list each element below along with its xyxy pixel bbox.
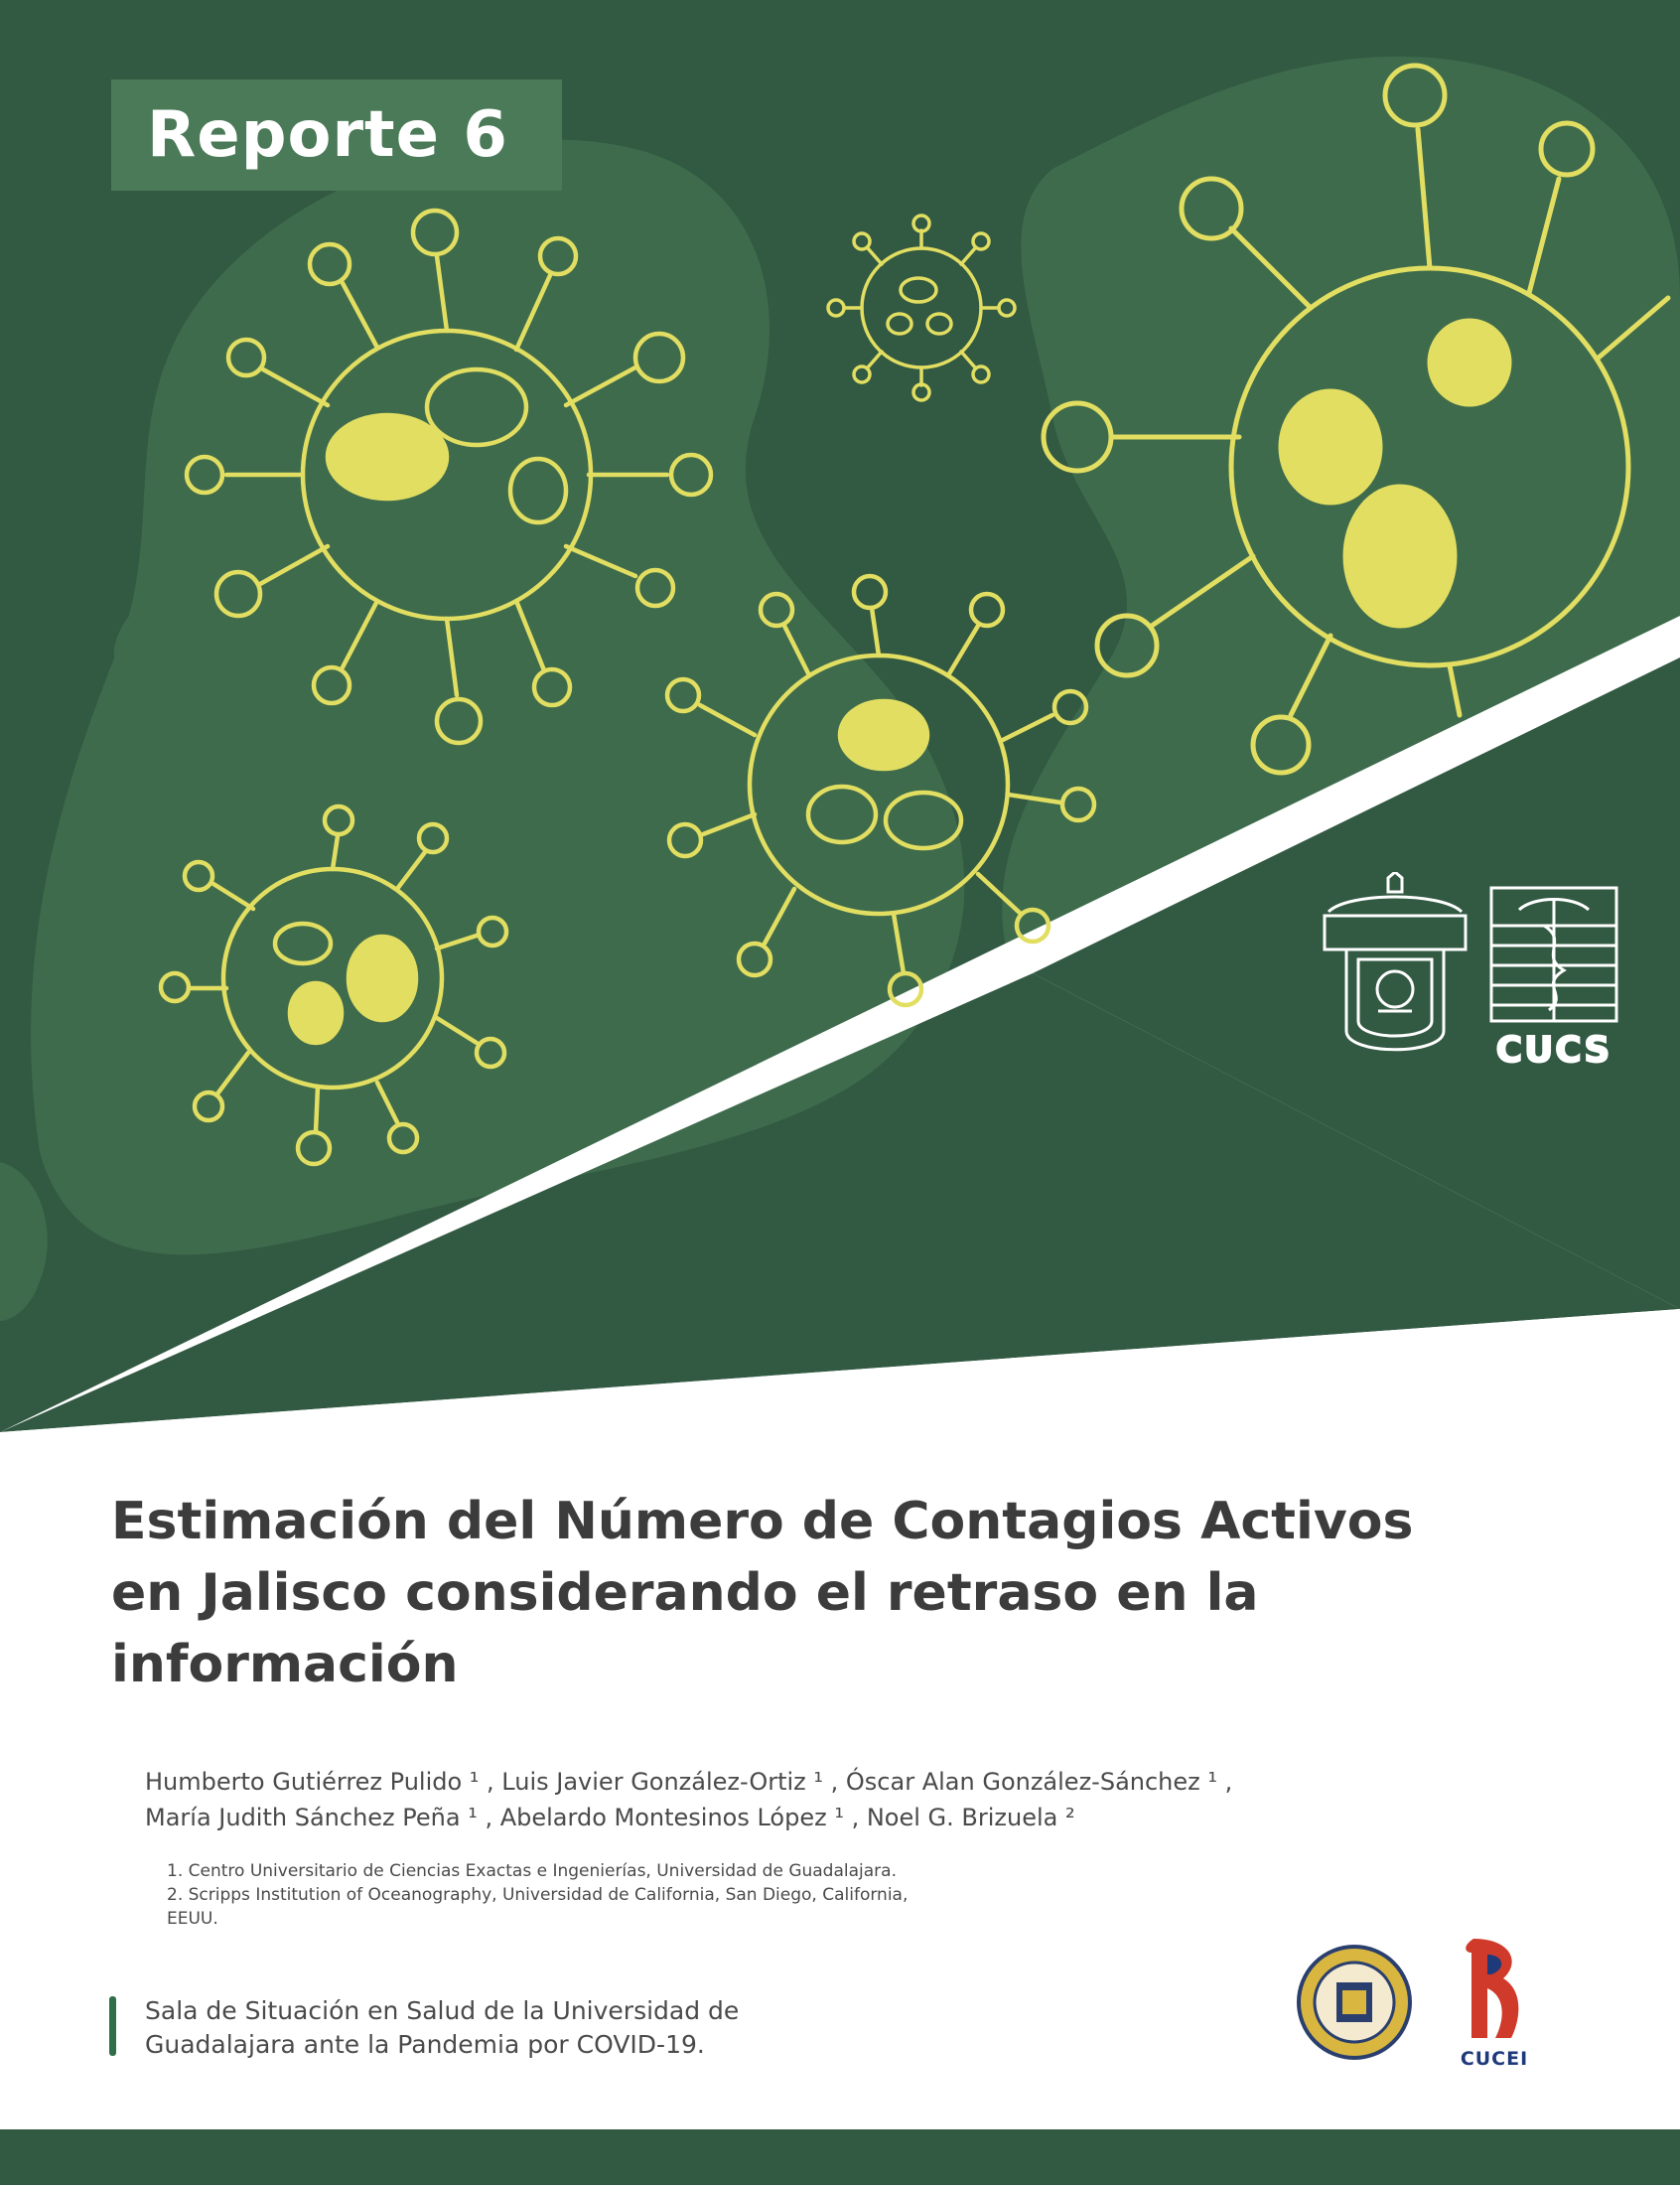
footer-bar	[0, 2129, 1680, 2185]
sala-de-situacion	[145, 1994, 840, 2062]
affiliation-line: 1. Centro Universitario de Ciencias Exactas e Ingenierías, Universidad de Guadalajara.	[167, 1861, 897, 1881]
authors	[145, 1764, 1436, 1835]
title-line: Estimación del Número de Contagios Activos	[111, 1492, 1414, 1551]
report-badge-label: Reporte 6	[147, 98, 508, 172]
affiliation-line: EEUU.	[167, 1909, 218, 1929]
authors-line: María Judith Sánchez Peña ¹ , Abelardo Montesinos López ¹ , Noel G. Brizuela ²	[145, 1804, 1075, 1831]
title-line: en Jalisco considerando el retraso en la	[111, 1563, 1259, 1623]
authors-line: Humberto Gutiérrez Pulido ¹ , Luis Javier González-Ortiz ¹ , Óscar Alan González-Sánchez ¹ ,	[145, 1768, 1233, 1796]
cucs-logo	[1489, 886, 1618, 1075]
udg-seal-logo	[1319, 872, 1471, 1075]
report-badge	[111, 79, 562, 191]
cucs-logo-label: CUCS	[1495, 1030, 1612, 1071]
sala-accent-bar	[109, 1996, 116, 2056]
caduceus-icon	[1489, 886, 1618, 1025]
ucsd-seal-logo	[1297, 1945, 1412, 2060]
cucei-mark-icon	[1452, 1939, 1537, 2042]
affiliation-line: 2. Scripps Institution of Oceanography, Universidad de California, San Diego, California,	[167, 1885, 909, 1905]
report-title	[111, 1486, 1601, 1700]
affiliations	[167, 1859, 1110, 1931]
sala-line: Sala de Situación en Salud de la Universidad de	[145, 1996, 740, 2025]
cucei-logo-label: CUCEI	[1460, 2048, 1529, 2070]
cucei-logo	[1452, 1939, 1537, 2070]
sala-line: Guadalajara ante la Pandemia por COVID-19.	[145, 2030, 705, 2059]
title-line: información	[111, 1635, 459, 1694]
